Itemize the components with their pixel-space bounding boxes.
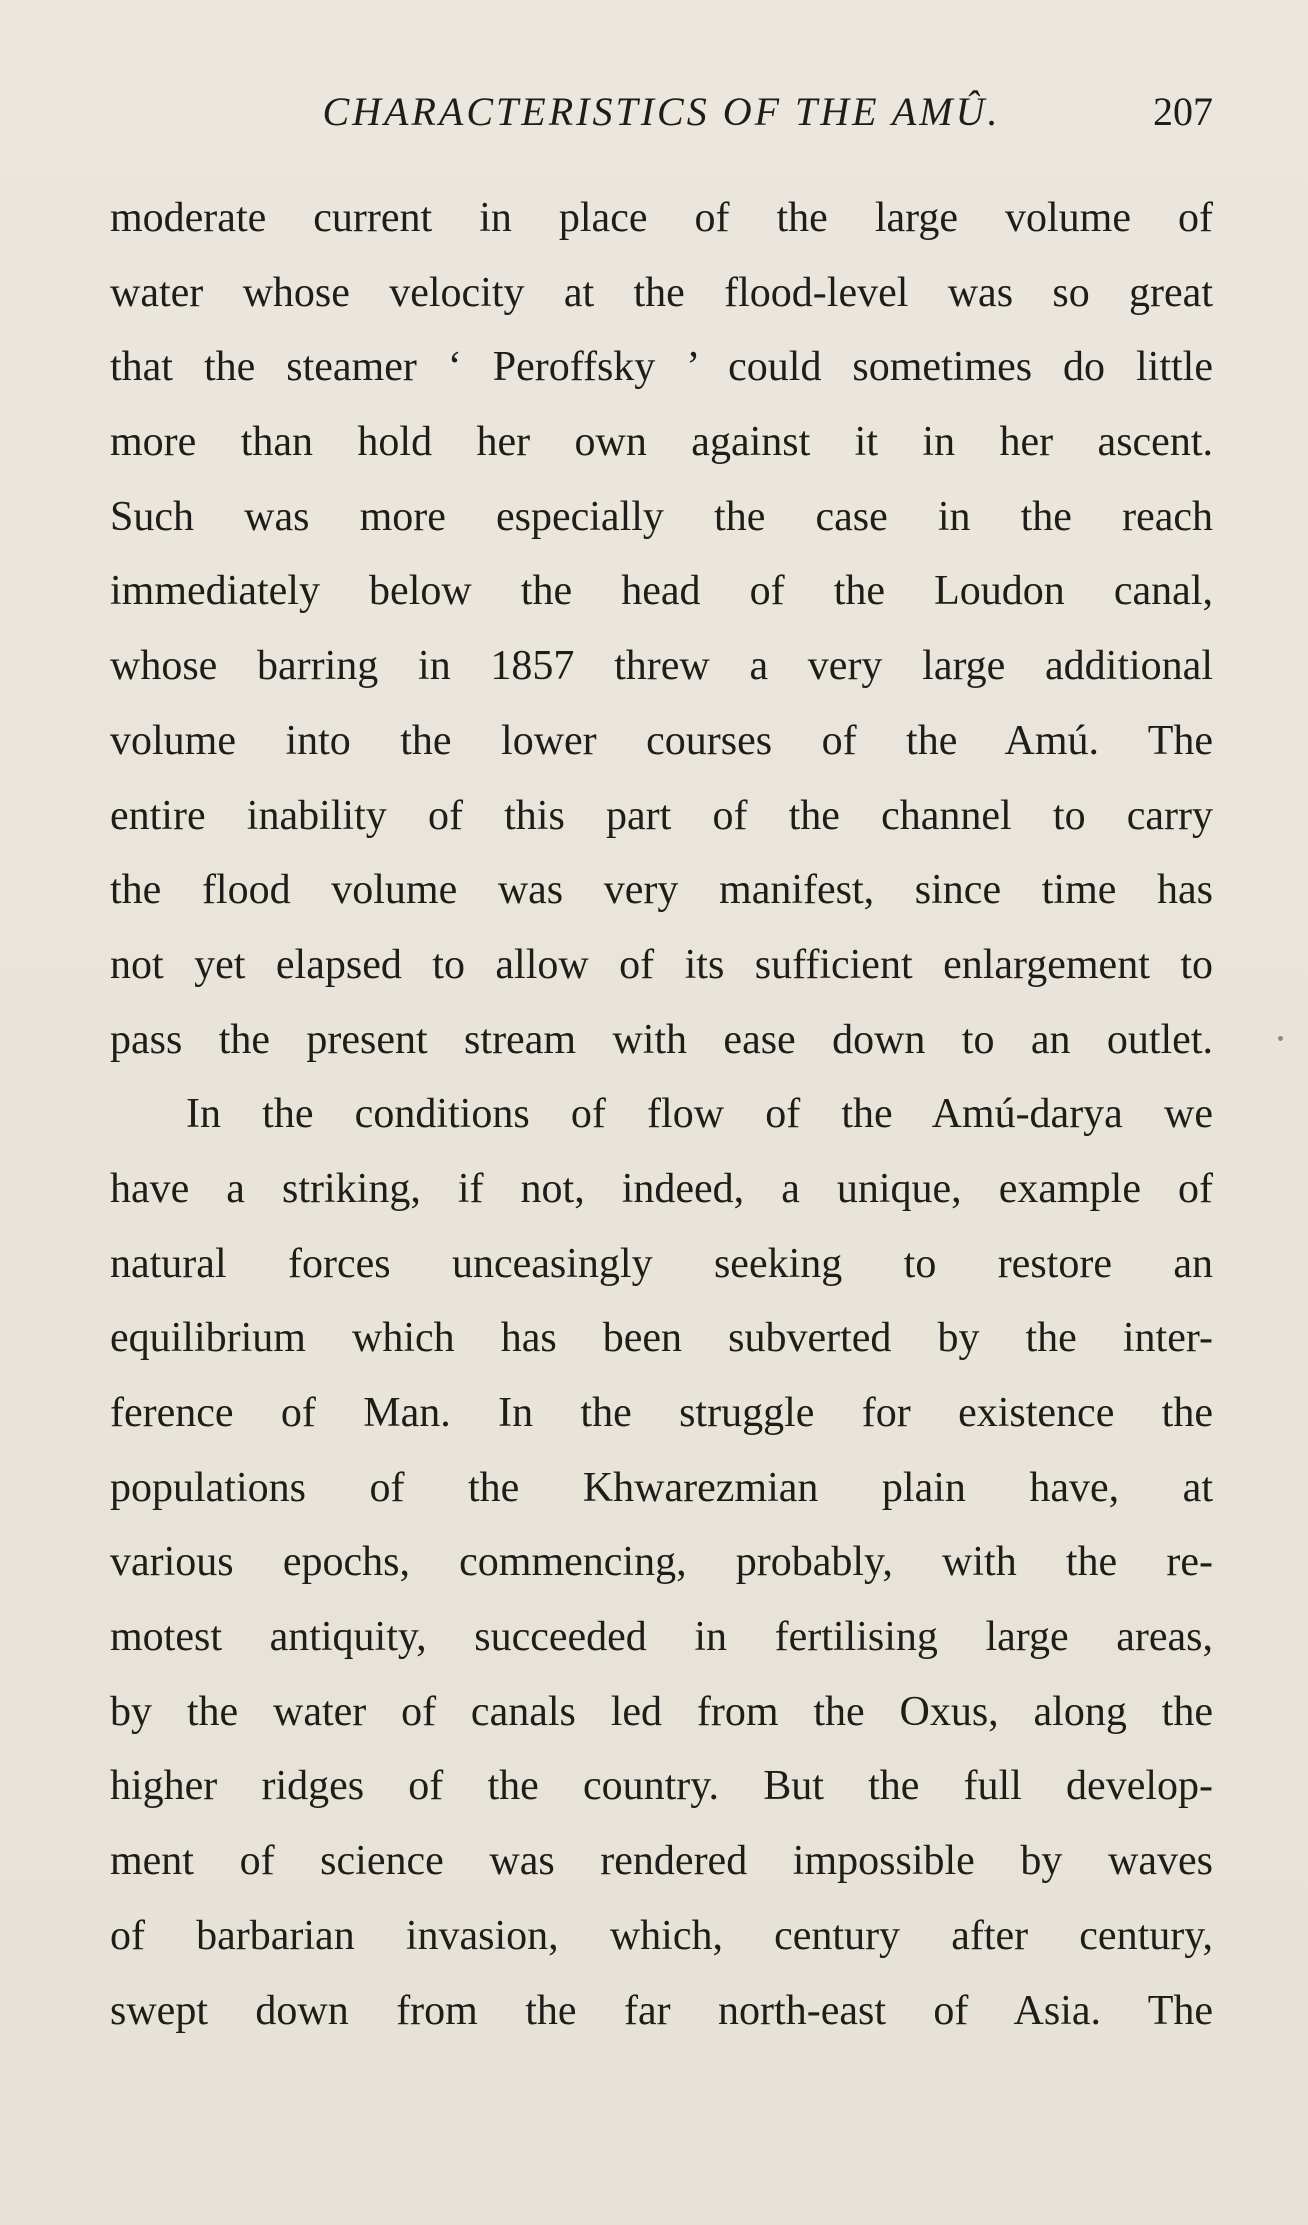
text-line: moderate current in place of the large volume of xyxy=(110,195,1213,241)
text-line: more than hold her own against it in her ascent. xyxy=(110,419,1213,466)
text-line: water whose velocity at the flood-level was so great xyxy=(110,269,1213,316)
text-line: whose barring in 1857 threw a very large additional xyxy=(110,643,1213,690)
text-line: equilibrium which has been subverted by the inter- xyxy=(110,1315,1213,1362)
text-line: ment of science was rendered impossible by waves xyxy=(110,1838,1213,1885)
text-line: have a striking, if not, indeed, a unique, example of xyxy=(110,1165,1213,1212)
text-line: ference of Man. In the struggle for existence the xyxy=(110,1390,1213,1436)
text-line: motest antiquity, succeeded in fertilising large areas, xyxy=(110,1614,1213,1661)
text-line: swept down from the far north-east of Asia. The xyxy=(110,1987,1213,2034)
margin-speck xyxy=(1278,1036,1283,1041)
running-header xyxy=(110,84,1213,140)
text-line: In the conditions of flow of the Amú-darya we xyxy=(186,1091,1213,1138)
text-line: higher ridges of the country. But the full develop- xyxy=(110,1763,1213,1810)
text-line: pass the present stream with ease down to an outlet. xyxy=(110,1016,1213,1063)
text-line: entire inability of this part of the channel to carry xyxy=(110,792,1213,839)
text-line: natural forces unceasingly seeking to restore an xyxy=(110,1240,1213,1287)
page-number: 207 xyxy=(1153,89,1213,134)
text-line: not yet elapsed to allow of its sufficient enlargement to xyxy=(110,941,1213,988)
body-text xyxy=(110,181,1213,2048)
running-title: CHARACTERISTICS OF THE AMÛ. xyxy=(322,89,1001,134)
text-line: of barbarian invasion, which, century after century, xyxy=(110,1912,1213,1959)
text-line: by the water of canals led from the Oxus, along the xyxy=(110,1688,1213,1735)
text-line: volume into the lower courses of the Amú. The xyxy=(110,717,1213,764)
text-line: populations of the Khwarezmian plain have, at xyxy=(110,1464,1213,1511)
text-line: Such was more especially the case in the reach xyxy=(110,493,1213,540)
text-line: the flood volume was very manifest, since time has xyxy=(110,867,1213,914)
text-line: that the steamer ‘ Peroffsky ’ could sometimes do little xyxy=(110,344,1213,391)
text-line: various epochs, commencing, probably, with the re- xyxy=(110,1539,1213,1586)
text-line: immediately below the head of the Loudon canal, xyxy=(110,568,1213,615)
